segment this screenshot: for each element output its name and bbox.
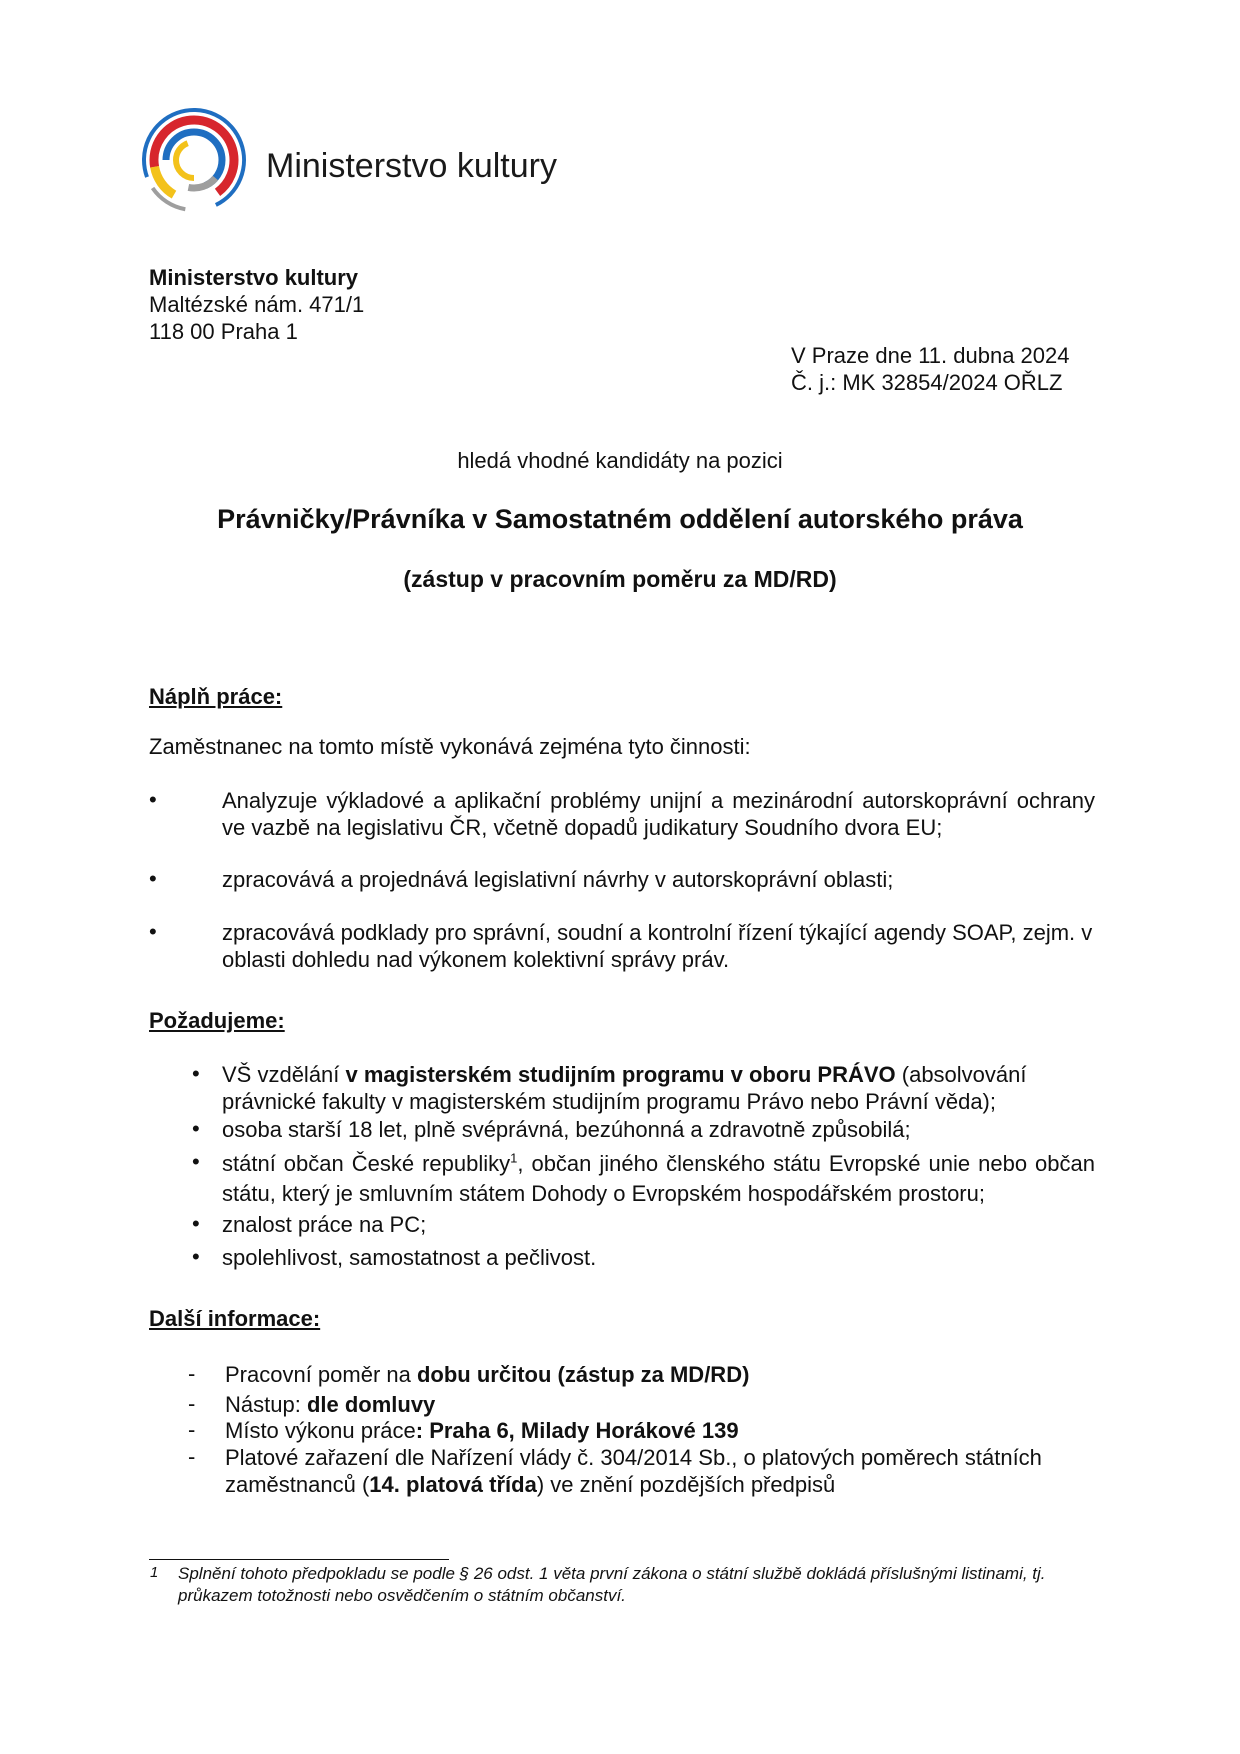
requirement-text: VŠ vzdělání xyxy=(222,1062,346,1087)
dash-icon: - xyxy=(188,1391,196,1416)
sender-city: 118 00 Praha 1 xyxy=(149,319,298,344)
info-text: Pracovní poměr na xyxy=(225,1362,417,1387)
sender-name: Ministerstvo kultury xyxy=(149,265,359,290)
info-text: Platové zařazení dle Nařízení vlády č. 304/2014 Sb., o platových poměrech státních zaměstnanců ( xyxy=(225,1445,1042,1497)
footnote-ref: 1 xyxy=(510,1150,518,1166)
section-heading-duties: Náplň práce: xyxy=(149,684,283,709)
footnote-text: Splnění tohoto předpokladu se podle § 26 odst. 1 věta první zákona o státní službě dokládá příslušnými listinami, tj. průkazem totožnosti nebo osvědčením o státním občanství. xyxy=(178,1564,1046,1605)
date-block xyxy=(791,342,1069,396)
requirement-item xyxy=(222,1061,1095,1115)
section-heading-requirements: Požadujeme: xyxy=(149,1008,285,1033)
requirement-item xyxy=(222,1149,1095,1209)
requirement-item: spolehlivost, samostatnost a pečlivost. xyxy=(222,1245,597,1270)
bullet-icon: • xyxy=(149,787,157,812)
sender-address xyxy=(149,264,364,345)
page-title: Právničky/Právníka v Samostatném oddělení autorského práva xyxy=(217,504,1023,534)
bullet-icon: • xyxy=(192,1211,200,1236)
bullet-icon: • xyxy=(192,1061,200,1086)
dash-icon: - xyxy=(188,1417,196,1442)
info-text: Nástup: xyxy=(225,1392,307,1417)
info-text: ) ve znění pozdějších předpisů xyxy=(536,1472,836,1497)
info-item xyxy=(225,1444,1095,1498)
requirement-item: znalost práce na PC; xyxy=(222,1212,427,1237)
page-subtitle: (zástup v pracovním poměru za MD/RD) xyxy=(403,566,837,592)
info-item xyxy=(225,1417,1095,1444)
duty-item: zpracovává podklady pro správní, soudní a kontrolní řízení týkající agendy SOAP, zejm. v oblasti dohledu nad výkonem kolektivní správy práv. xyxy=(222,920,1093,972)
info-emphasis: : Praha 6, Milady Horákové 139 xyxy=(415,1418,739,1443)
requirement-text: státní občan České republiky xyxy=(222,1151,511,1176)
footnote-number: 1 xyxy=(150,1564,159,1581)
duty-item: Analyzuje výkladové a aplikační problémy unijní a mezinárodní autorskoprávní ochrany ve vazbě na legislativu ČR, včetně dopadů judikatury Soudního dvora EU; xyxy=(222,788,1095,840)
requirement-text: (absolvování právnické fakulty v magisterském studijním programu Právo nebo Právní věda); xyxy=(222,1062,1027,1114)
bullet-icon: • xyxy=(192,1244,200,1269)
reference-number: Č. j.: MK 32854/2024 OŘLZ xyxy=(791,370,1063,395)
requirement-text: , občan jiného členského státu Evropské unie nebo občan státu, který je smluvním státem Dohody o Evropském hospodářském prostoru; xyxy=(222,1151,1095,1206)
logo-text: Ministerstvo kultury xyxy=(266,147,557,185)
ministry-logo-icon xyxy=(138,104,250,216)
document-date: V Praze dne 11. dubna 2024 xyxy=(791,343,1070,368)
bullet-icon: • xyxy=(192,1149,200,1174)
sender-street: Maltézské nám. 471/1 xyxy=(149,292,365,317)
bullet-icon: • xyxy=(149,866,157,891)
footnote-divider xyxy=(149,1559,449,1560)
info-item xyxy=(225,1391,1095,1418)
info-text: Místo výkonu práce xyxy=(225,1418,416,1443)
dash-icon: - xyxy=(188,1361,196,1386)
info-item xyxy=(225,1361,1095,1388)
bullet-icon: • xyxy=(192,1116,200,1141)
duties-intro: Zaměstnanec na tomto místě vykonává zejména tyto činnosti: xyxy=(149,734,751,759)
info-emphasis: dobu určitou (zástup za MD/RD) xyxy=(416,1362,750,1387)
requirement-emphasis: v magisterském studijním programu v oboru PRÁVO xyxy=(345,1062,896,1087)
info-emphasis: dle domluvy xyxy=(306,1392,436,1417)
duty-item: zpracovává a projednává legislativní návrhy v autorskoprávní oblasti; xyxy=(222,867,894,892)
lead-text: hledá vhodné kandidáty na pozici xyxy=(457,448,783,473)
section-heading-info: Další informace: xyxy=(149,1306,321,1331)
bullet-icon: • xyxy=(149,919,157,944)
requirement-item: osoba starší 18 let, plně svéprávná, bezúhonná a zdravotně způsobilá; xyxy=(222,1117,911,1142)
info-emphasis: 14. platová třída xyxy=(369,1472,537,1497)
dash-icon: - xyxy=(188,1444,196,1469)
